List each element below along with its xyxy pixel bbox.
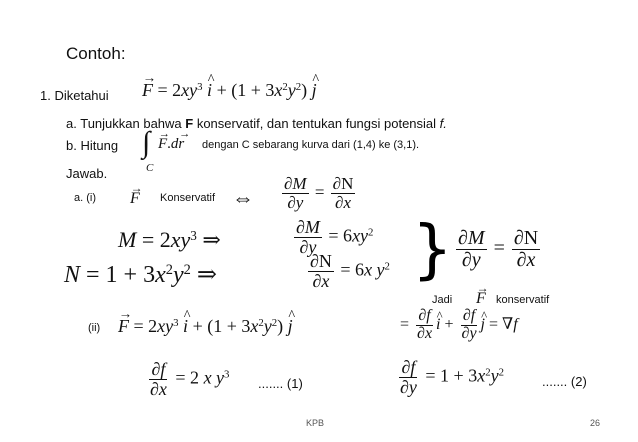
part-a-text-2: konservatif, dan tentukan fungsi potensial <box>193 116 440 131</box>
equation-2-tag: ....... (2) <box>542 374 587 389</box>
m-definition: $M = 2xy^3$ ⇒ <box>118 227 221 252</box>
part-a-label: a. <box>66 116 77 131</box>
integral-body: → F.d→ r <box>158 136 184 153</box>
part-b-label <box>66 138 118 153</box>
part-a <box>66 116 447 131</box>
answer-ii-label: (ii) <box>88 322 101 334</box>
n-definition: $N = 1 + 3x^2y^2$ ⇒ <box>64 262 217 288</box>
konservatif-word: Konservatif <box>160 192 216 204</box>
problem-number: 1. Diketahui <box>40 88 109 103</box>
jadi-word: Jadi <box>432 294 453 306</box>
part-b-letter: b. <box>66 138 77 153</box>
equation-1: $\frac{\partial f}{\partial x}$ = 2 x $y^3$ <box>150 359 230 399</box>
equation-1-tag: ....... (1) <box>258 376 303 391</box>
answer-a-label: a. (i) <box>74 192 96 204</box>
part-a-italic-f: f. <box>439 116 447 131</box>
integral-sign: ∫ <box>142 126 151 159</box>
footer-center: KPB <box>306 418 325 428</box>
field-gradient-line: → $F = 2xy^3$ ^ $i + (1 + 3x^2y^2)$ ^ j <box>118 316 293 337</box>
part-b-text: dengan C sebarang kurva dari (1,4) ke (3,1). <box>202 139 420 151</box>
right-brace: } <box>412 213 453 287</box>
jadi-vector-f: → F <box>476 290 486 308</box>
slide-heading: Contoh: <box>66 44 126 63</box>
jadi-konservatif: konservatif <box>496 294 550 306</box>
field-definition: → $F = 2xy^3$ ^ $i + (1 + 3x^2y^2)$ ^ j <box>142 80 317 101</box>
equation-2: $\frac{\partial f}{\partial y}$ = $1 + 3x^2y^2$ <box>400 357 505 397</box>
dn-dx: $\frac{\partial N}{\partial x}$ = 6x $y^2$ <box>310 251 390 291</box>
part-a-bold-f: F <box>185 116 194 131</box>
integral-subscript: C <box>146 162 154 174</box>
part-b-hitung: Hitung <box>80 138 119 153</box>
dm-dy: $\frac{\partial M}{\partial y}$ = $6xy^2$ <box>296 217 374 257</box>
iff-symbol: ⇔ <box>232 185 254 210</box>
equal-partials: $\frac{\partial M}{\partial y}$ = $\frac{\partial N}{\partial x}$ <box>458 227 539 271</box>
curl-condition: $\frac{\partial M}{\partial y}$ = $\frac{\partial N}{\partial x}$ <box>284 174 354 212</box>
answer-label: Jawab. <box>66 166 108 181</box>
page-number: 26 <box>590 418 601 428</box>
vector-f: → F <box>130 190 140 208</box>
part-a-text-1: Tunjukkan bahwa <box>80 116 186 131</box>
gradient-expansion: = $\frac{\partial f}{\partial x}$ ^ i + $\frac{\partial f}{\partial y}$ ^ j = ∇f <box>400 308 518 343</box>
